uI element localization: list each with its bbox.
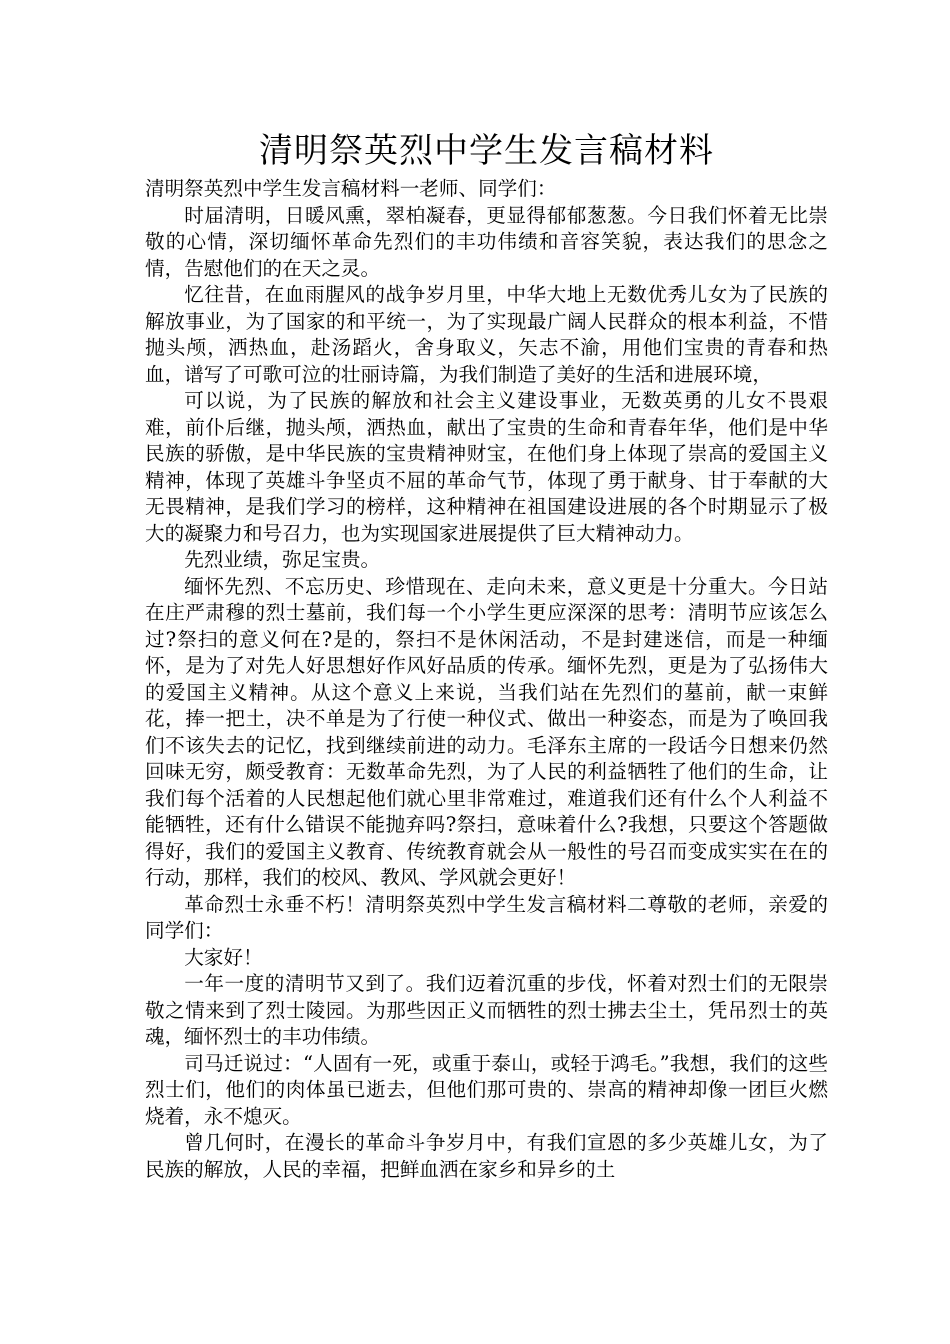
paragraph: 革命烈士永垂不朽！清明祭英烈中学生发言稿材料二尊敬的老师，亲爱的同学们：	[145, 892, 828, 942]
paragraph-greeting: 清明祭英烈中学生发言稿材料一老师、同学们：	[145, 177, 557, 200]
paragraph: 时届清明，日暖风熏，翠柏凝春，更显得郁郁葱葱。今日我们怀着无比崇敬的心情，深切缅怀革命先烈们的丰功伟绩和音容笑貌，表达我们的思念之情，告慰他们的在天之灵。	[145, 203, 828, 280]
paragraph: 忆往昔，在血雨腥风的战争岁月里，中华大地上无数优秀儿女为了民族的解放事业，为了国家的和平统一，为了实现最广阔人民群众的根本利益，不惜抛头颅，洒热血，赴汤蹈火，舍身取义，矢志不渝，用他们宝贵的青春和热血，谱写了可歌可泣的壮丽诗篇，为我们制造了美好的生活和进展环境，	[145, 283, 828, 386]
document-title: 清明祭英烈中学生发言稿材料	[259, 131, 714, 171]
paragraph: 先烈业绩，弥足宝贵。	[184, 548, 381, 571]
paragraph: 缅怀先烈、不忘历史、珍惜现在、走向未来，意义更是十分重大。今日站在庄严肃穆的烈士墓前，我们每一个小学生更应深深的思考：清明节应该怎么过?祭扫的意义何在?是的，祭扫不是休闲活动，不是封建迷信，而是一种缅怀，是为了对先人好思想好作风好品质的传承。缅怀先烈，更是为了弘扬伟大的爱国主义精神。从这个意义上来说，当我们站在先烈们的墓前，献一束鲜花，捧一把土，决不单是为了行使一种仪式、做出一种姿态，而是为了唤回我们不该失去的记忆，找到继续前进的动力。毛泽东主席的一段话今日想来仍然回味无穷，颇受教育：无数革命先烈，为了人民的利益牺牲了他们的生命，让我们每个活着的人民想起他们就心里非常难过，难道我们还有什么个人利益不能牺牲，还有什么错误不能抛弃吗?祭扫，意味着什么?我想，只要这个答题做得好，我们的爱国主义教育、传统教育就会从一般性的号召而变成实实在在的行动，那样，我们的校风、教风、学风就会更好！	[145, 574, 828, 889]
paragraph: 曾几何时，在漫长的革命斗争岁月中，有我们宣恩的多少英雄儿女，为了民族的解放，人民的幸福，把鲜血洒在家乡和异乡的土	[145, 1131, 828, 1181]
paragraph: 大家好！	[184, 945, 263, 969]
paragraph: 一年一度的清明节又到了。我们迈着沉重的步伐，怀着对烈士们的无限崇敬之情来到了烈士陵园。为那些因正义而牺牲的烈士拂去尘土，凭吊烈士的英魂，缅怀烈士的丰功伟绩。	[145, 972, 828, 1048]
paragraph: 司马迁说过：“人固有一死，或重于泰山，或轻于鸿毛。”我想，我们的这些烈士们，他们的肉体虽已逝去，但他们那可贵的、崇高的精神却像一团巨火燃烧着，永不熄灭。	[145, 1051, 828, 1128]
paragraph: 可以说，为了民族的解放和社会主义建设事业，无数英勇的儿女不畏艰难，前仆后继，抛头颅，洒热血，献出了宝贵的生命和青春年华，他们是中华民族的骄傲，是中华民族的宝贵精神财宝，在他们身上体现了崇高的爱国主义精神，体现了英雄斗争坚贞不屈的革命气节，体现了勇于献身、甘于奉献的大无畏精神，是我们学习的榜样，这种精神在祖国建设进展的各个时期显示了极大的凝聚力和号召力，也为实现国家进展提供了巨大精神动力。	[145, 389, 828, 545]
document-body	[145, 176, 828, 1183]
document-page	[145, 126, 828, 1183]
